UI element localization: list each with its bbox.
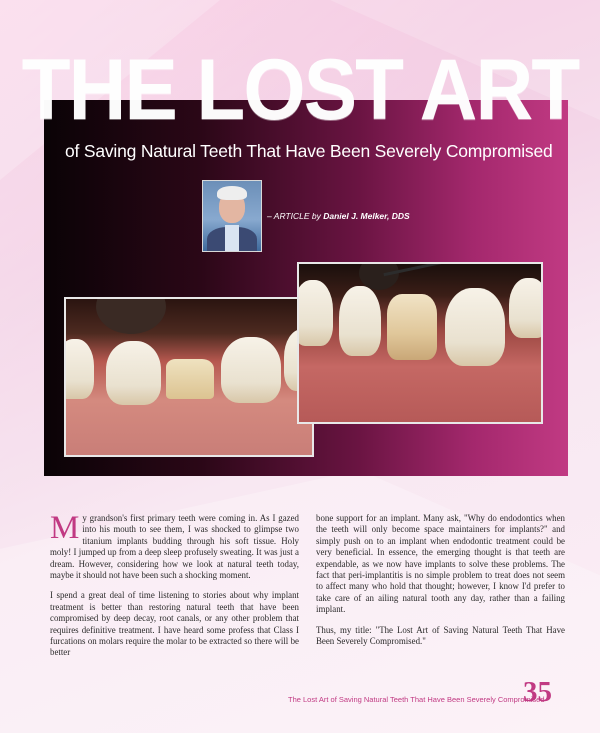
drop-cap: M	[50, 510, 80, 546]
article-column-right	[316, 513, 565, 656]
author-portrait	[202, 180, 262, 252]
paragraph-text: y grandson's first primary teeth were coming in. As I gazed into his mouth to see them, I was shocked to glimpse two titanium implants budding through his soft tissue. Holy moly! I jumped up from a deep sleep profusely sweating. It was just a dream. However, considering how we look at natural teeth today, maybe it should not have been such a shocking moment.	[50, 513, 299, 581]
byline	[267, 211, 410, 221]
byline-prefix: – ARTICLE by	[267, 211, 324, 221]
article-title: THE LOST ART	[21, 42, 579, 138]
article-subtitle: of Saving Natural Teeth That Have Been Severely Compromised	[65, 141, 553, 161]
paragraph: bone support for an implant. Many ask, "Why do endodontics when the teeth will only become space maintainers for implants?" and simply push on to an implant when endodontic treatment could be very beneficial. In essence, the emerging thought is that teeth are expendable, as we now have implants to solve these problems. The fact that peri-implantitis is no simple problem to treat does not seem to affect many who hold that thought; however, I know I'd prefer to take care of an ailing natural tooth any day, rather than a failing implant.	[316, 513, 565, 615]
byline-author: Daniel J. Melker, DDS	[323, 211, 410, 221]
article-column-left	[50, 510, 299, 668]
running-footer: The Lost Art of Saving Natural Teeth That Have Been Severely Compromised	[288, 695, 545, 704]
paragraph: I spend a great deal of time listening to stories about why implant treatment is better than restoring natural teeth that have been compromised by deep decay, root canals, or any other problem that requires definitive treatment. I have heard some profess that Class I furcations on molars require the molar to be extracted so there will be better	[50, 590, 299, 658]
paragraph: Thus, my title: "The Lost Art of Saving Natural Teeth That Have Been Severely Compromised."	[316, 624, 565, 647]
dental-photo-right	[297, 262, 543, 424]
paragraph	[50, 510, 299, 581]
page-number: 35	[523, 676, 552, 708]
dental-photo-left	[64, 297, 314, 457]
